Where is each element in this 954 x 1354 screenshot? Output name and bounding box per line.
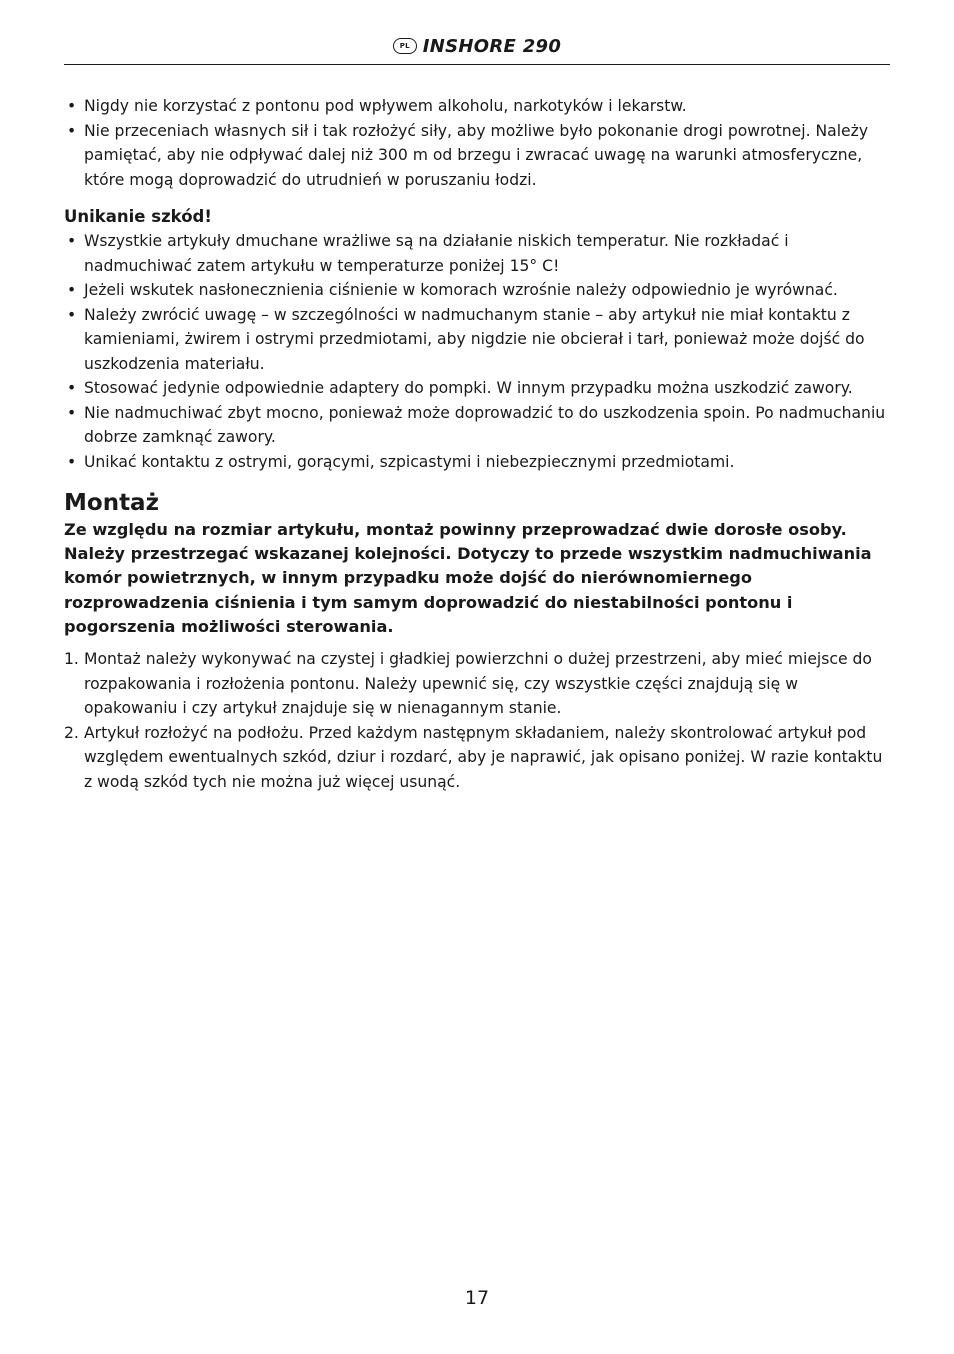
assembly-step	[64, 721, 890, 795]
damage-bullet: • Wszystkie artykuły dmuchane wrażliwe są na działanie niskich temperatur. Nie rozkładać i nadmuchiwać zatem artykułu w temperaturze poniżej 15° C!	[64, 229, 890, 278]
damage-bullet: • Należy zwrócić uwagę – w szczególności w nadmuchanym stanie – aby artykuł nie miał kontaktu z kamieniami, żwirem i ostrymi przedmiotami, aby nigdzie nie obcierał i tarł, ponieważ może dojść do uszkodzenia materiału.	[64, 303, 890, 377]
damage-heading: Unikanie szkód!	[64, 207, 212, 226]
safety-bullet: • Nigdy nie korzystać z pontonu pod wpływem alkoholu, narkotyków i lekarstw.	[64, 94, 890, 119]
assembly-heading: Montaż	[64, 490, 159, 516]
step-text: Montaż należy wykonywać na czystej i gładkiej powierzchni o dużej przestrzeni, aby mieć miejsce do rozpakowania i rozłożenia pontonu. Należy upewnić się, czy wszystkie części znajdują się w opakowaniu i czy artykuł znajduje się w nienagannym stanie.	[84, 650, 872, 718]
page-content	[64, 94, 890, 794]
step-number: 1.	[64, 650, 79, 669]
damage-bullet: • Stosować jedynie odpowiednie adaptery do pompki. W innym przypadku można uszkodzić zawory.	[64, 376, 890, 401]
assembly-steps	[64, 647, 890, 794]
header-title-group	[393, 36, 561, 57]
step-number: 2.	[64, 723, 79, 742]
assembly-intro: Ze względu na rozmiar artykułu, montaż powinny przeprowadzać dwie dorosłe osoby. Należy przestrzegać wskazanej kolejności. Dotyczy to przede wszystkim nadmuchiwania komór powietrznych, w innym przypadku może dojść do nierównomiernego rozprowadzenia ciśnienia i tym samym doprowadzić do niestabilności pontonu i pogorszenia możliwości sterowania.	[64, 520, 872, 636]
page-header	[64, 28, 890, 65]
safety-bullet: • Nie przeceniach własnych sił i tak rozłożyć siły, aby możliwe było pokonanie drogi powrotnej. Należy pamiętać, aby nie odpływać dalej niż 300 m od brzegu i zwracać uwagę na warunki atmosferyczne, które mogą doprowadzić do utrudnień w poruszaniu łodzi.	[64, 119, 890, 193]
page-number: 17	[464, 1287, 490, 1309]
document-title: INSHORE 290	[422, 35, 562, 57]
damage-bullet: • Nie nadmuchiwać zbyt mocno, ponieważ może doprowadzić to do uszkodzenia spoin. Po nadmuchaniu dobrze zamknąć zawory.	[64, 401, 890, 450]
safety-bullet-list	[64, 94, 890, 192]
damage-bullet: • Unikać kontaktu z ostrymi, gorącymi, szpicastymi i niebezpiecznymi przedmiotami.	[64, 450, 890, 475]
step-text: Artykuł rozłożyć na podłożu. Przed każdym następnym składaniem, należy skontrolować artykuł pod względem ewentualnych szkód, dziur i rozdarć, aby je naprawić, jak opisano poniżej. W razie kontaktu z wodą szkód tych nie można już więcej usunąć.	[84, 723, 883, 791]
assembly-step	[64, 647, 890, 721]
language-badge: PL	[393, 38, 417, 54]
damage-bullet-list	[64, 229, 890, 474]
damage-bullet: • Jeżeli wskutek nasłonecznienia ciśnienie w komorach wzrośnie należy odpowiednio je wyrównać.	[64, 278, 890, 303]
